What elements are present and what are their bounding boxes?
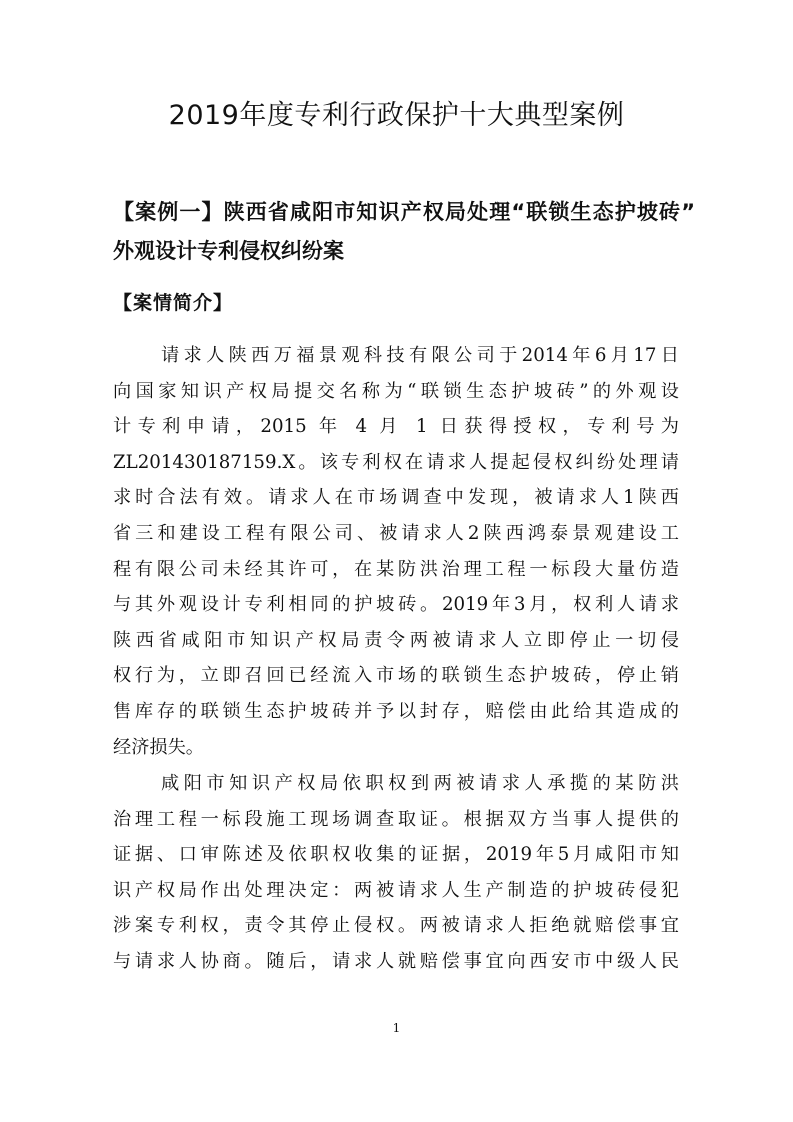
paragraph-line: 向国家知识产权局提交名称为“联锁生态护坡砖”的外观设 [113, 380, 679, 402]
paragraph-line: 陕西省咸阳市知识产权局责令两被请求人立即停止一切侵 [113, 629, 679, 651]
paragraph-line: 程有限公司未经其许可，在某防洪治理工程一标段大量仿造 [113, 558, 679, 580]
paragraph-line: 请求人陕西万福景观科技有限公司于2014年6月17日 [161, 345, 679, 366]
paragraph-line: 权行为，立即召回已经流入市场的联锁生态护坡砖，停止销 [113, 665, 679, 687]
paragraph-line: 咸阳市知识产权局依职权到两被请求人承揽的某防洪 [161, 773, 679, 794]
paragraph-case-summary-1 [113, 338, 679, 765]
page-number: 1 [392, 1021, 401, 1035]
paragraph-line: 省三和建设工程有限公司、被请求人2陕西鸿泰景观建设工 [113, 522, 679, 544]
paragraph-case-summary-2 [113, 766, 679, 980]
document-title: 2019年度专利行政保护十大典型案例 [168, 100, 625, 131]
section-heading: 【案情简介】 [113, 292, 234, 314]
case-heading-line: 外观设计专利侵权纠纷案 [113, 239, 344, 263]
paragraph-line: 计专利申请，2015 年 4 月 1 日获得授权，专利号为 [113, 416, 679, 438]
paragraph-line: 证据、口审陈述及依职权收集的证据，2019年5月咸阳市知 [113, 844, 679, 866]
case-heading-line: 【案例一】陕西省咸阳市知识产权局处理“联锁生态护坡砖” [113, 200, 695, 224]
paragraph-line: 求时合法有效。请求人在市场调查中发现，被请求人1陕西 [113, 487, 679, 509]
paragraph-line: 识产权局作出处理决定：两被请求人生产制造的护坡砖侵犯 [113, 879, 679, 901]
paragraph-line: 售库存的联锁生态护坡砖并予以封存，赔偿由此给其造成的 [113, 700, 679, 722]
case-heading [113, 193, 695, 271]
paragraph-line: 涉案专利权，责令其停止侵权。两被请求人拒绝就赔偿事宜 [113, 915, 679, 937]
paragraph-line: ZL201430187159.X。该专利权在请求人提起侵权纠纷处理请 [113, 451, 679, 473]
paragraph-line: 与其外观设计专利相同的护坡砖。2019年3月，权利人请求 [113, 594, 679, 616]
paragraph-line: 治理工程一标段施工现场调查取证。根据双方当事人提供的 [113, 808, 679, 830]
paragraph-line: 与请求人协商。随后，请求人就赔偿事宜向西安市中级人民 [113, 950, 679, 972]
paragraph-line: 经济损失。 [113, 736, 204, 758]
